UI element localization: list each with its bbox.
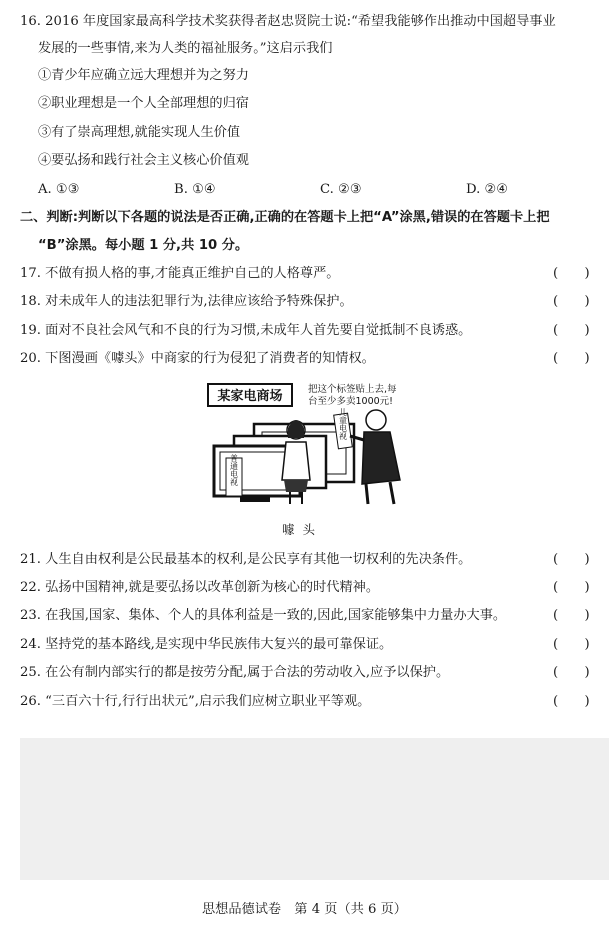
judge-item-23: 23. 在我国,国家、集体、个人的具体利益是一致的,因此,国家能够集中力量办大事。 (20, 608, 507, 623)
judge-item-24: 24. 坚持党的基本路线,是实现中华民族伟大复兴的最可靠保证。 (20, 637, 393, 652)
q16-option-b: B. ①④ (174, 182, 216, 197)
cartoon-illustration (204, 380, 422, 508)
q16-item-2: ②职业理想是一个人全部理想的归宿 (38, 96, 249, 111)
section2-heading-line2: “B”涂黑。每小题 1 分,共 10 分。 (38, 238, 249, 253)
judge-item-19: 19. 面对不良社会风气和不良的行为习惯,未成年人首先要自觉抵制不良诱惑。 (20, 323, 472, 338)
answer-paren-18: ( ) (553, 294, 590, 309)
answer-paren-24: ( ) (553, 637, 590, 652)
cartoon-caption: 噱头 (282, 522, 324, 537)
q16-option-d: D. ②④ (466, 182, 509, 197)
answer-paren-20: ( ) (553, 351, 590, 366)
q16-item-4: ④要弘扬和践行社会主义核心价值观 (38, 153, 249, 168)
answer-paren-19: ( ) (553, 323, 590, 338)
q16-option-c: C. ②③ (320, 182, 362, 197)
label-child-tv-text: 儿童电视 (338, 408, 348, 440)
q16-item-3: ③有了崇高理想,就能实现人生价值 (38, 125, 241, 140)
judge-item-26: 26. “三百六十行,行行出状元”,启示我们应树立职业平等观。 (20, 694, 371, 709)
judge-item-25: 25. 在公有制内部实行的都是按劳分配,属于合法的劳动收入,应予以保护。 (20, 665, 450, 680)
q16-item-1: ①青少年应确立远大理想并为之努力 (38, 68, 249, 83)
judge-item-20: 20. 下图漫画《噱头》中商家的行为侵犯了消费者的知情权。 (20, 351, 375, 366)
answer-paren-17: ( ) (553, 266, 590, 281)
judge-item-21: 21. 人生自由权利是公民最基本的权利,是公民享有其他一切权利的先决条件。 (20, 552, 472, 567)
judge-item-18: 18. 对未成年人的违法犯罪行为,法律应该给予特殊保护。 (20, 294, 353, 309)
store-sign-text: 某家电商场 (217, 389, 283, 404)
speech-line1: 把这个标签贴上去,每 (308, 384, 397, 395)
judge-item-22: 22. 弘扬中国精神,就是要弘扬以改革创新为核心的时代精神。 (20, 580, 380, 595)
blank-answer-area (20, 738, 609, 880)
label-normal-tv-text: 普通电视 (229, 454, 239, 486)
section2-heading-line1: 二、判断:判断以下各题的说法是否正确,正确的在答题卡上把“A”涂黑,错误的在答题卡上把 (20, 210, 550, 225)
answer-paren-21: ( ) (553, 552, 590, 567)
answer-paren-25: ( ) (553, 665, 590, 680)
page-footer: 思想品德试卷 第 4 页（共 6 页） (202, 902, 407, 917)
merchant-figure (366, 410, 386, 430)
q16-stem-line1: 16. 2016 年度国家最高科学技术奖获得者赵忠贤院士说:“希望我能够作出推动中国超导事业 (20, 14, 556, 29)
q16-stem-line2: 发展的一些事情,来为人类的福祉服务。”这启示我们 (38, 41, 333, 56)
q16-option-a: A. ①③ (38, 182, 80, 197)
judge-item-17: 17. 不做有损人格的事,才能真正维护自己的人格尊严。 (20, 266, 340, 281)
answer-paren-26: ( ) (553, 694, 590, 709)
answer-paren-23: ( ) (553, 608, 590, 623)
speech-line2: 台至少多卖1000元! (308, 396, 393, 407)
answer-paren-22: ( ) (553, 580, 590, 595)
